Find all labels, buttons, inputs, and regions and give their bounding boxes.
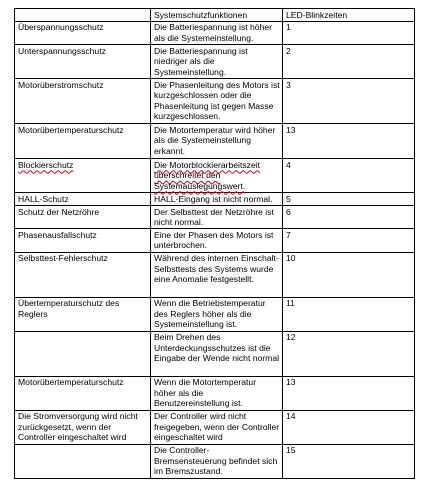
table-row bbox=[15, 159, 415, 193]
table-cell: Schutz der Netzröhre bbox=[15, 206, 151, 229]
table-cell: 15 bbox=[283, 444, 415, 478]
table-cell: Beim Drehen des Unterdeckungsschutzes ist die Eingabe der Wende nicht normal bbox=[151, 331, 283, 376]
header-cell: Systemschutzfunktionen bbox=[151, 9, 283, 22]
table-row bbox=[15, 252, 415, 297]
table-cell: 13 bbox=[283, 124, 415, 159]
table-cell: 4 bbox=[283, 159, 415, 193]
table-cell: Die Motortemperatur wird höher als die Systemeinstellung erkannt. bbox=[151, 124, 283, 159]
table-cell: HALL-Eingang ist nicht normal. bbox=[151, 193, 283, 206]
table-header-row bbox=[15, 9, 415, 22]
table-cell: Motorübertemperaturschutz bbox=[15, 376, 151, 410]
table-cell: Eine der Phasen des Motors ist unterbrochen. bbox=[151, 229, 283, 252]
table-cell: 10 bbox=[283, 252, 415, 297]
table-row bbox=[15, 444, 415, 478]
table-cell: Überspannungsschutz bbox=[15, 21, 151, 44]
table-cell: Motorüberstromschutz bbox=[15, 79, 151, 124]
table-row bbox=[15, 45, 415, 79]
spellcheck-underlined-text: Blockierschutz bbox=[18, 159, 74, 170]
table-cell: Die Phasenleitung des Motors ist kurzgeschlossen oder die Phasenleitung ist gegen Masse kurzgeschlossen. bbox=[151, 79, 283, 124]
table-cell: Der Selbsttest der Netzröhre ist nicht normal. bbox=[151, 206, 283, 229]
protection-table bbox=[14, 8, 415, 479]
spellcheck-underlined-text: Die Motorblockierarbeitszeit überschreitet den Systemauslegungswert. bbox=[154, 159, 261, 191]
table-cell: Die Batteriespannung ist niedriger als die Systemeinstellung. bbox=[151, 45, 283, 79]
table-cell: 12 bbox=[283, 331, 415, 376]
table-cell: Die Controller-Bremsensteuerung befindet sich im Bremszustand. bbox=[151, 444, 283, 478]
table-row bbox=[15, 410, 415, 444]
table-cell: Die Batteriespannung ist höher als die Systemeinstellung. bbox=[151, 21, 283, 44]
table-row bbox=[15, 331, 415, 376]
table-cell: Während des internen Einschalt-Selbsttests des Systems wurde eine Anomalie festgestellt. bbox=[151, 252, 283, 297]
table-cell: 2 bbox=[283, 45, 415, 79]
table-cell: 5 bbox=[283, 193, 415, 206]
table-cell: 14 bbox=[283, 410, 415, 444]
table-cell: Motorübertemperaturschutz bbox=[15, 124, 151, 159]
table-cell bbox=[15, 159, 151, 193]
table-cell: 1 bbox=[283, 21, 415, 44]
table-row bbox=[15, 124, 415, 159]
header-cell: LED-Blinkzeiten bbox=[283, 9, 415, 22]
table-cell: Übertemperaturschutz des Reglers bbox=[15, 297, 151, 331]
table-cell: Der Controller wird nicht freigegeben, wenn der Controller eingeschaltet wird bbox=[151, 410, 283, 444]
table-cell: 13 bbox=[283, 376, 415, 410]
table-cell bbox=[15, 331, 151, 376]
table-cell: Die Stromversorgung wird nicht zurückgesetzt, wenn der Controller eingeschaltet wird bbox=[15, 410, 151, 444]
table-cell: HALL-Schutz bbox=[15, 193, 151, 206]
table-row bbox=[15, 193, 415, 206]
table-cell: Unterspannungsschutz bbox=[15, 45, 151, 79]
table-row bbox=[15, 376, 415, 410]
table-row bbox=[15, 229, 415, 252]
table-cell: Phasenausfallschutz bbox=[15, 229, 151, 252]
header-cell bbox=[15, 9, 151, 22]
table-row bbox=[15, 21, 415, 44]
table-cell: Wenn die Motortemperatur höher als die Benutzereinstellung ist. bbox=[151, 376, 283, 410]
table-cell: 7 bbox=[283, 229, 415, 252]
table-cell bbox=[15, 444, 151, 478]
table-row bbox=[15, 206, 415, 229]
table-row bbox=[15, 79, 415, 124]
table-cell: 6 bbox=[283, 206, 415, 229]
table-cell: 3 bbox=[283, 79, 415, 124]
table-cell: Selbsttest-Fehlerschutz bbox=[15, 252, 151, 297]
table-cell: 11 bbox=[283, 297, 415, 331]
table-row bbox=[15, 297, 415, 331]
table-cell: Wenn die Betriebstemperatur des Reglers höher als die Systemeinstellung ist. bbox=[151, 297, 283, 331]
table-cell bbox=[151, 159, 283, 193]
